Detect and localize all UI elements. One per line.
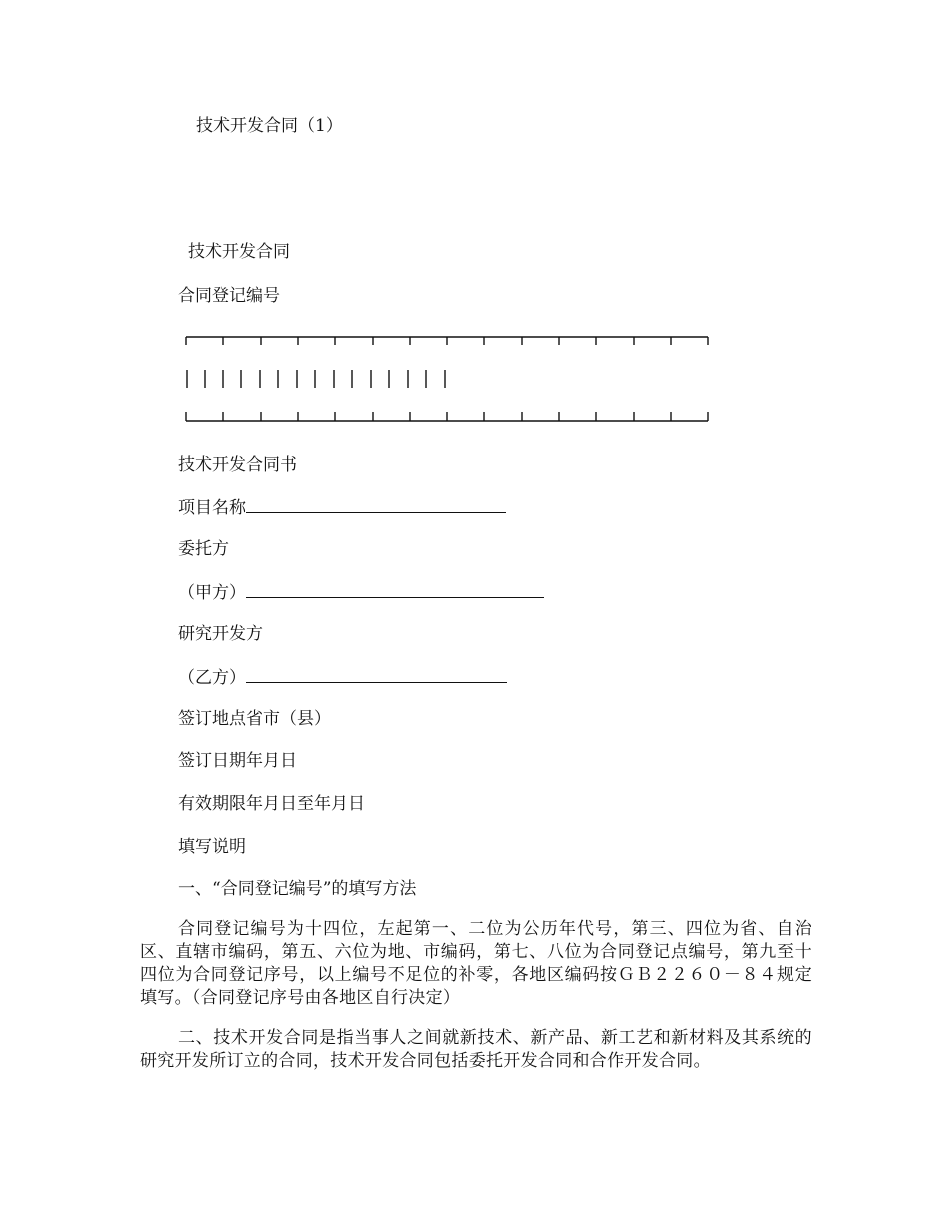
client-label: 委托方 <box>178 539 229 559</box>
registration-number-grid <box>185 333 709 425</box>
signing-date: 签订日期年月日 <box>178 751 297 771</box>
project-name-label: 项目名称 <box>178 498 246 518</box>
party-b-label: （乙方） <box>178 668 246 688</box>
party-b-row <box>178 667 507 688</box>
section-1-body: 合同登记编号为十四位，左起第一、二位为公历年代号，第三、四位为省、自治区、直辖市编码，第五、六位为地、市编码，第七、八位为合同登记点编号，第九至十四位为合同登记序号，以上编号不足位的补零，各地区编码按ＧＢ２２６０－８４规定填写。（合同登记序号由各地区自行决定） <box>140 919 812 1008</box>
party-b-blank <box>246 667 507 683</box>
registration-number-label: 合同登记编号 <box>178 286 280 306</box>
project-name-row <box>178 497 506 518</box>
developer-label: 研究开发方 <box>178 624 263 644</box>
section-1-heading: 一、“合同登记编号”的填写方法 <box>178 879 417 899</box>
signing-place: 签订地点省市（县） <box>178 709 331 729</box>
section-2-body: 二、技术开发合同是指当事人之间就新技术、新产品、新工艺和新材料及其系统的研究开发所订立的合同，技术开发合同包括委托开发合同和合作开发合同。 <box>140 1028 812 1071</box>
document-title: 技术开发合同（1） <box>196 116 343 136</box>
party-a-blank <box>246 582 544 598</box>
contract-book-title: 技术开发合同书 <box>178 455 297 475</box>
validity-period: 有效期限年月日至年月日 <box>178 794 365 814</box>
contract-heading: 技术开发合同 <box>188 242 290 262</box>
party-a-row <box>178 582 544 603</box>
instructions-heading: 填写说明 <box>178 837 246 857</box>
party-a-label: （甲方） <box>178 583 246 603</box>
project-name-blank <box>246 497 506 513</box>
